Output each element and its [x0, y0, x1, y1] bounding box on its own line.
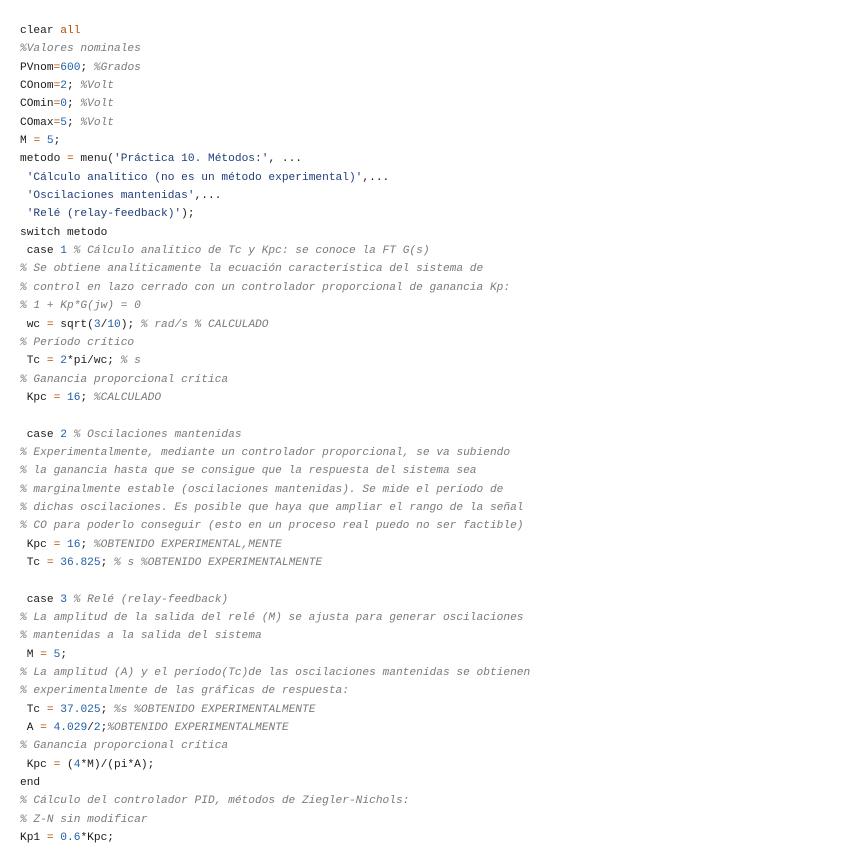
code-token: 2 [60, 428, 68, 441]
code-token: *M)/(pi*A); [80, 758, 155, 771]
code-token: 16 [67, 391, 81, 404]
code-token: COnom [20, 80, 54, 93]
code-token: PVnom [20, 61, 54, 74]
code-token: Tc [20, 703, 47, 716]
code-token: 'Práctica 10. Métodos:' [114, 153, 269, 166]
code-line [20, 22, 530, 40]
code-token: % s [120, 355, 141, 368]
code-token: 'Cálculo analítico (no es un método experimental)' [26, 171, 363, 184]
code-token: % s %OBTENIDO EXPERIMENTALMENTE [114, 556, 323, 569]
code-line [20, 756, 530, 774]
code-token: Kpc [20, 758, 54, 771]
code-line [20, 609, 530, 627]
code-token: % Oscilaciones mantenidas [73, 428, 242, 441]
code-listing [20, 22, 530, 847]
code-token: %Volt [80, 80, 115, 93]
code-token: % la ganancia hasta que se consigue que la respuesta del sistema sea [20, 465, 477, 478]
code-token: metodo [20, 153, 67, 166]
code-line [20, 114, 530, 132]
code-token [47, 649, 54, 661]
code-line [20, 150, 530, 168]
code-token: 5 [60, 116, 68, 129]
code-token: ; [80, 61, 94, 74]
code-token: ; [67, 116, 81, 129]
code-line [20, 737, 530, 755]
code-line [20, 77, 530, 95]
code-line [20, 297, 530, 315]
code-token: all [60, 25, 81, 37]
code-line [20, 517, 530, 535]
code-line [20, 95, 530, 113]
code-token [60, 392, 67, 404]
code-token: 2 [93, 722, 101, 735]
code-token: % rad/s % CALCULADO [140, 318, 269, 331]
code-token: = [46, 703, 54, 716]
code-token: 36.825 [60, 556, 101, 569]
code-token: % dichas oscilaciones. Es posible que haya que ampliar el rango de la señal [20, 501, 524, 514]
code-token: 2 [60, 80, 68, 93]
code-token: 'Oscilaciones mantenidas' [26, 190, 195, 203]
code-token: % Cálculo analítico de Tc y Kpc: se conoce la FT G(s) [73, 245, 430, 258]
code-token: 10 [107, 318, 121, 331]
code-token [67, 245, 74, 257]
code-token: = [40, 722, 47, 735]
code-token: % Z-N sin modificar [20, 813, 148, 826]
code-line [20, 554, 530, 572]
code-line [20, 499, 530, 517]
code-line [20, 132, 530, 150]
code-token: ; [53, 135, 61, 148]
code-line [20, 646, 530, 664]
code-token: 5 [53, 648, 61, 661]
code-token: 37.025 [60, 703, 101, 716]
code-token: M [20, 135, 34, 148]
code-line [20, 169, 530, 187]
code-token [40, 135, 47, 147]
code-token: ; [100, 722, 108, 735]
code-token: = [67, 153, 74, 166]
code-token: = [46, 318, 54, 331]
code-line [20, 462, 530, 480]
code-token: = [53, 116, 61, 129]
code-token: 3 [93, 318, 101, 331]
code-line [20, 829, 530, 847]
code-token: / [100, 318, 108, 331]
code-token: 600 [60, 61, 81, 74]
code-token: = [46, 355, 54, 368]
code-token: 1 [60, 245, 68, 258]
code-token: 16 [67, 538, 81, 551]
code-line [20, 40, 530, 58]
code-token: % control en lazo cerrado con un controlador proporcional de ganancia Kp: [20, 281, 511, 294]
code-line [20, 591, 530, 609]
code-token: ; [67, 98, 81, 111]
code-token: switch metodo [20, 226, 108, 239]
code-line [20, 682, 530, 700]
code-token: = [53, 758, 61, 771]
code-token [20, 208, 27, 220]
code-token: = [40, 648, 47, 661]
code-token [60, 539, 67, 551]
code-token: 4.029 [53, 722, 88, 735]
code-token: end [20, 777, 41, 790]
code-token: % 1 + Kp*G(jw) = 0 [20, 300, 141, 313]
code-line [20, 316, 530, 334]
code-token: % mantenidas a la salida del sistema [20, 630, 262, 643]
code-token: = [46, 832, 54, 845]
code-line [20, 187, 530, 205]
code-line [20, 792, 530, 810]
code-line [20, 719, 530, 737]
code-token: %Grados [93, 61, 141, 74]
code-line [20, 242, 530, 260]
code-token: ; [80, 538, 94, 551]
code-token: sqrt( [53, 318, 94, 331]
code-token: 4 [73, 758, 81, 771]
code-token: % marginalmente estable (oscilaciones mantenidas). Se mide el período de [20, 483, 504, 496]
code-line [20, 701, 530, 719]
code-token: %Valores nominales [20, 43, 141, 56]
code-token: COmin [20, 98, 54, 111]
code-token: ; [67, 80, 81, 93]
code-token: %CALCULADO [93, 391, 162, 404]
code-token: Kpc [20, 538, 54, 551]
code-token: wc [20, 318, 47, 331]
code-token: ; [100, 556, 115, 569]
code-token: Tc [20, 556, 47, 569]
code-line [20, 536, 530, 554]
code-token: ,... [362, 171, 390, 184]
code-token: = [53, 61, 61, 74]
code-token: % Ganancia proporcional crítica [20, 373, 229, 386]
code-line [20, 389, 530, 407]
code-token: *Kpc; [80, 832, 115, 845]
code-token: ; [60, 648, 68, 661]
code-token: % Cálculo del controlador PID, métodos de Ziegler-Nichols: [20, 795, 410, 808]
code-token: ); [181, 208, 195, 221]
code-token: %Volt [80, 98, 115, 111]
code-line [20, 352, 530, 370]
code-token: 0 [60, 98, 68, 111]
code-token: 'Relé (relay-feedback)' [26, 208, 182, 221]
code-token: %OBTENIDO EXPERIMENTAL,MENTE [93, 538, 282, 551]
code-token [20, 190, 27, 202]
code-token: % CO para poderlo conseguir (esto en un proceso real puedo no ser factible) [20, 520, 524, 533]
code-token: ; [100, 703, 115, 716]
code-token: *pi/wc; [67, 355, 121, 368]
code-token: = [53, 538, 61, 551]
code-token: % Se obtiene analíticamente la ecuación característica del sistema de [20, 263, 484, 276]
code-line [20, 224, 530, 242]
code-token: 0.6 [60, 832, 81, 845]
code-line [20, 334, 530, 352]
code-line [20, 407, 530, 425]
code-line [20, 205, 530, 223]
code-token: ; [80, 391, 94, 404]
code-token [47, 722, 54, 734]
code-token: % Experimentalmente, mediante un controlador proporcional, se va subiendo [20, 446, 511, 459]
code-token: case [20, 245, 61, 258]
code-token: 5 [46, 135, 54, 148]
code-token: A [20, 722, 41, 735]
code-token: %Volt [80, 116, 115, 129]
code-line [20, 664, 530, 682]
code-token: case [20, 593, 61, 606]
code-token: M [20, 648, 41, 661]
code-token: menu( [73, 153, 115, 166]
code-token: % Ganancia proporcional crítica [20, 740, 229, 753]
code-token: Tc [20, 355, 47, 368]
code-token: = [53, 391, 61, 404]
code-token: % La amplitud (A) y el período(Tc)de las oscilaciones mantenidas se obtienen [20, 667, 531, 680]
code-token: , ... [268, 153, 303, 166]
code-line [20, 426, 530, 444]
code-token: COmax [20, 116, 54, 129]
code-token [67, 594, 74, 606]
code-token: %s %OBTENIDO EXPERIMENTALMENTE [114, 703, 316, 716]
code-token: % Relé (relay-feedback) [73, 593, 229, 606]
code-token: 3 [60, 593, 68, 606]
code-token: = [46, 556, 54, 569]
code-token: case [20, 428, 61, 441]
code-line [20, 371, 530, 389]
code-token: Kp1 [20, 832, 47, 845]
code-token: ); [120, 318, 141, 331]
code-token: = [53, 80, 61, 93]
code-token [67, 429, 74, 441]
code-token: = [33, 135, 41, 148]
code-token: Kpc [20, 391, 54, 404]
code-token [20, 172, 27, 184]
code-token: ,... [194, 190, 222, 203]
code-token: % La amplitud de la salida del relé (M) se ajusta para generar oscilaciones [20, 612, 524, 624]
code-line [20, 279, 530, 297]
code-line [20, 572, 530, 590]
code-line [20, 811, 530, 829]
code-line [20, 260, 530, 278]
code-token: % Período crítico [20, 336, 135, 349]
code-line [20, 444, 530, 462]
code-token: 2 [60, 355, 68, 368]
code-line [20, 59, 530, 77]
code-line [20, 481, 530, 499]
code-token: % experimentalmente de las gráficas de respuesta: [20, 685, 349, 698]
code-token: clear [20, 25, 61, 37]
code-line [20, 774, 530, 792]
code-line [20, 627, 530, 645]
code-token: ( [60, 758, 74, 771]
code-token: %OBTENIDO EXPERIMENTALMENTE [107, 722, 289, 735]
code-token: = [53, 98, 61, 111]
code-token: / [87, 722, 94, 735]
